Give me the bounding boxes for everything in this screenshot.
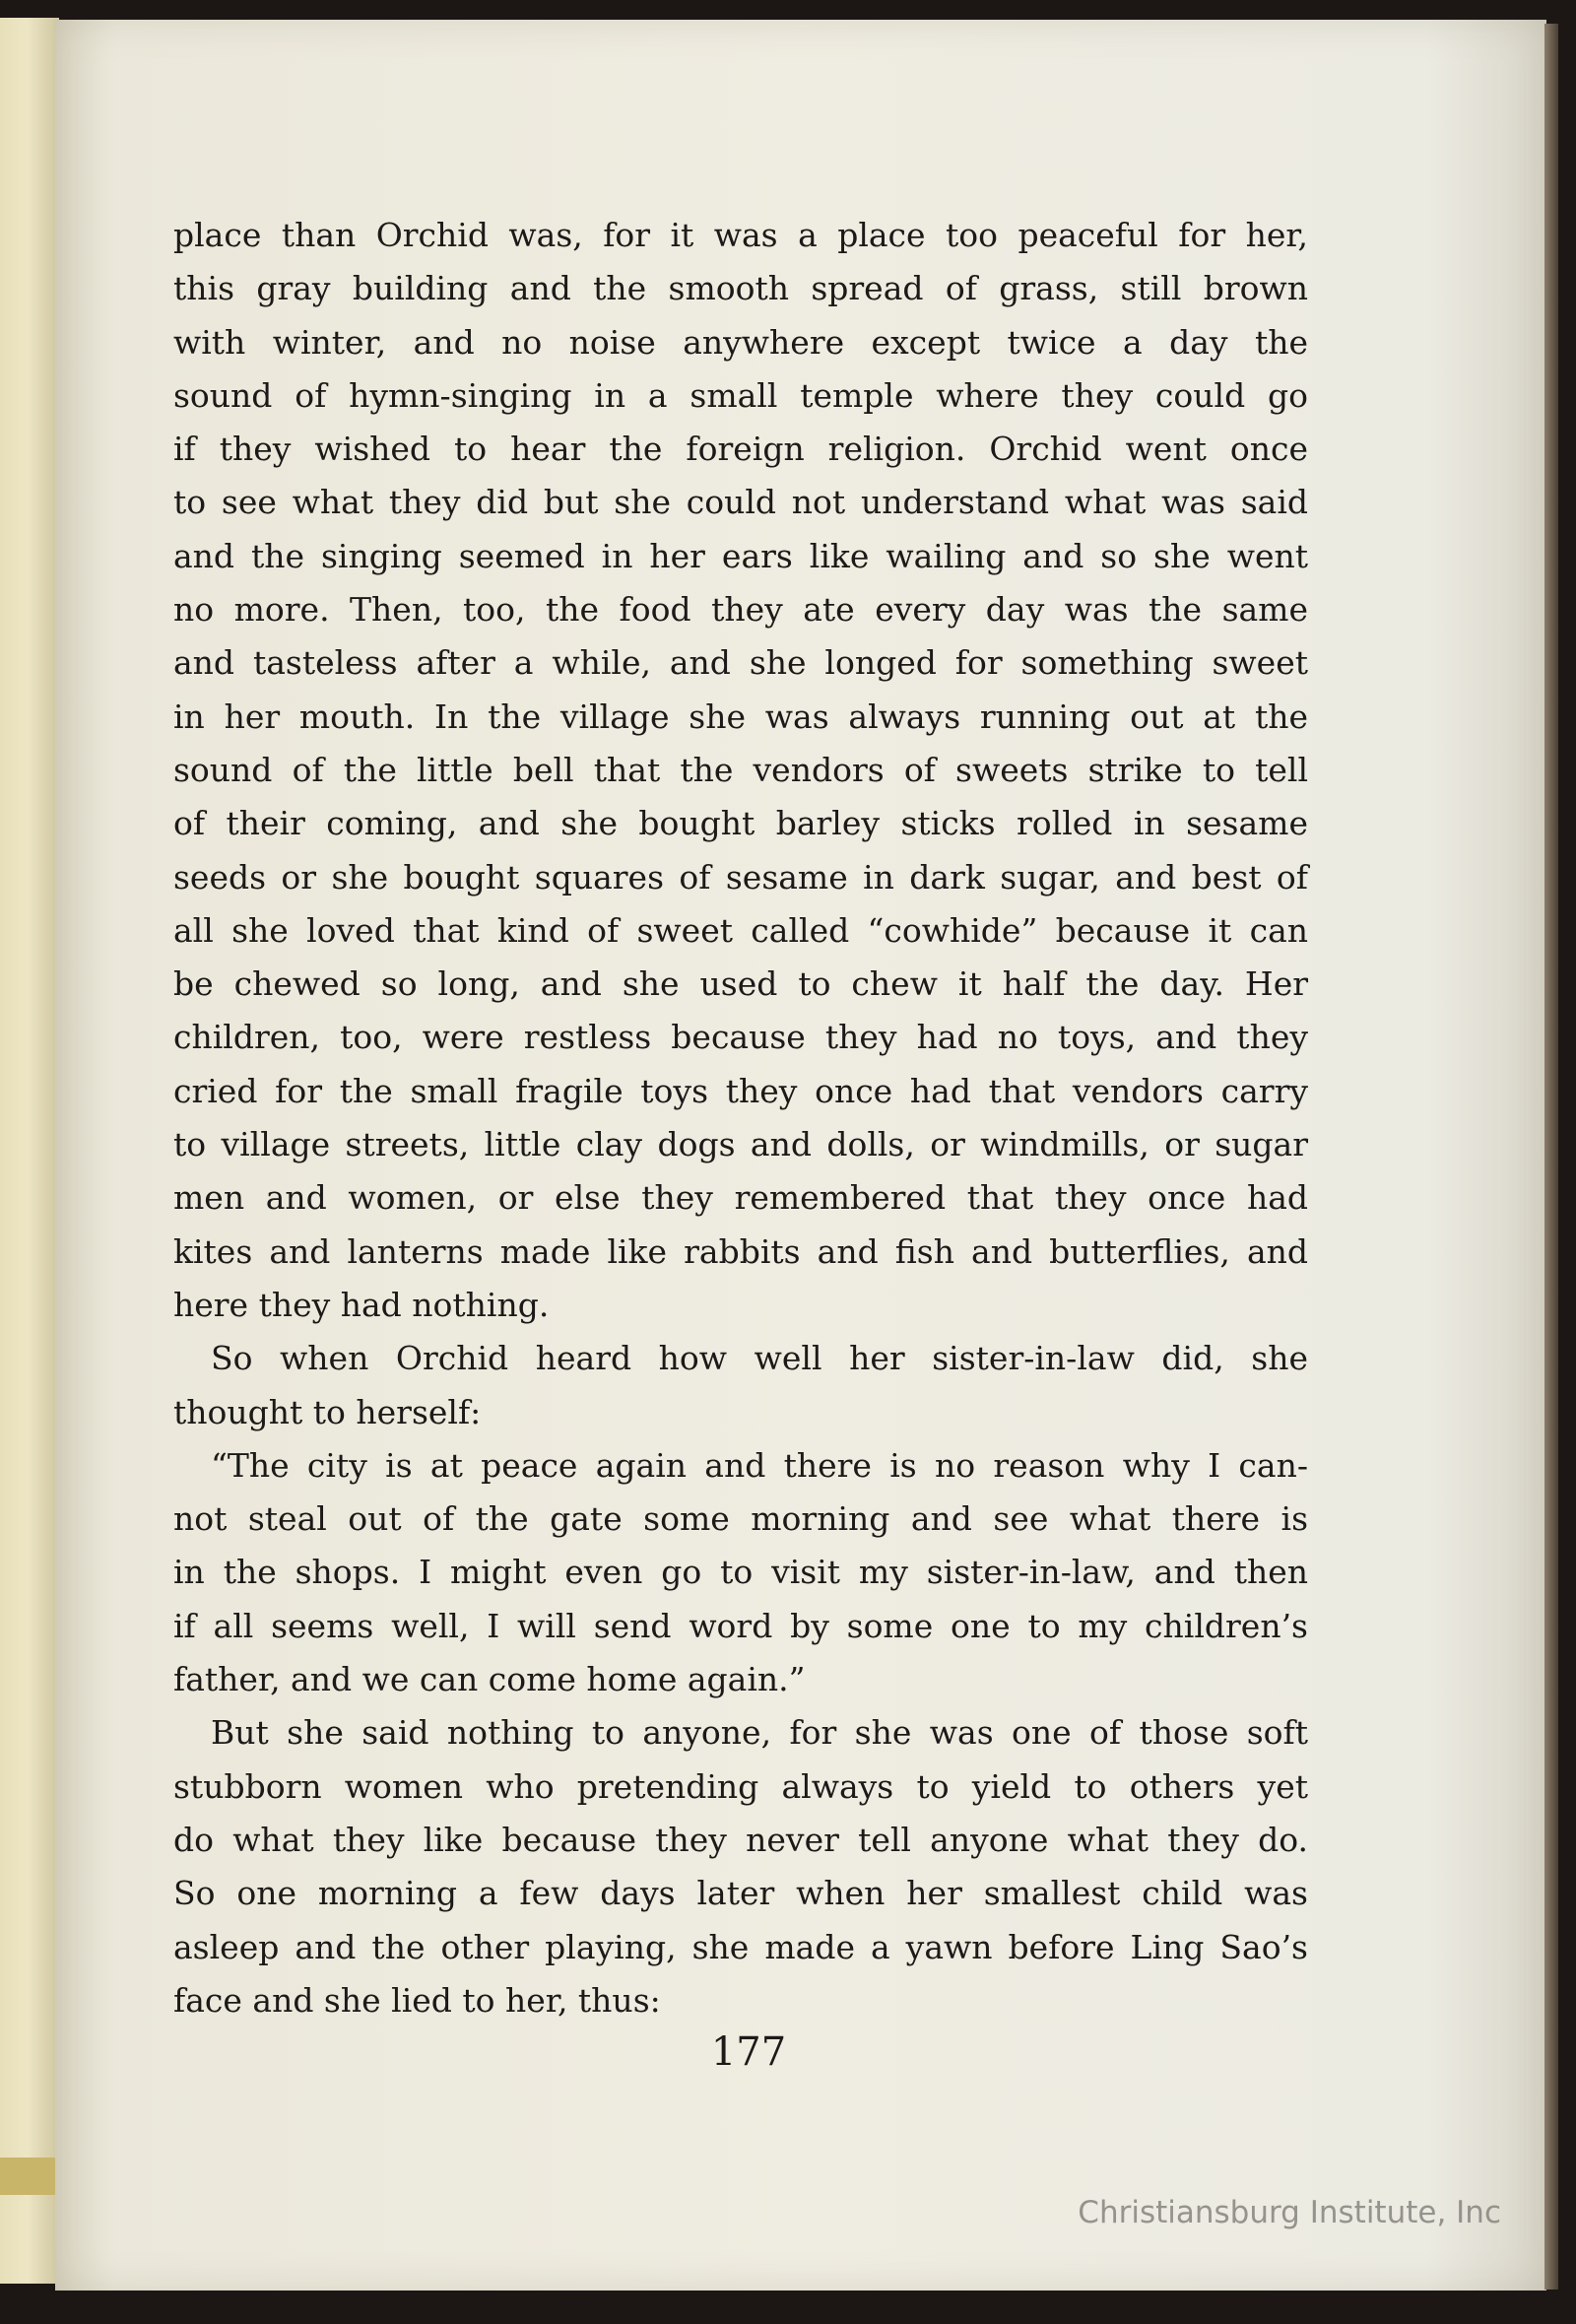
body-text <box>173 209 1308 2027</box>
text-line: in her mouth. In the village she was always running out at the <box>173 697 1308 736</box>
text-line: So one morning a few days later when her smallest child was <box>173 1874 1308 1913</box>
text-line: all she loved that kind of sweet called “cowhide” because it can <box>173 910 1308 950</box>
text-line: But she said nothing to anyone, for she was one of those soft <box>211 1713 1308 1753</box>
text-line: to see what they did but she could not understand what was said <box>173 483 1308 522</box>
text-line: no more. Then, too, the food they ate every day was the same <box>173 590 1308 630</box>
text-line: and tasteless after a while, and she longed for something sweet <box>173 643 1308 683</box>
text-line: father, and we can come home again.” <box>173 1660 806 1699</box>
text-line: do what they like because they never tell anyone what they do. <box>173 1820 1308 1859</box>
text-line: “The city is at peace again and there is no reason why I can- <box>211 1445 1308 1485</box>
text-line: place than Orchid was, for it was a place too peaceful for her, <box>173 216 1308 254</box>
text-line: sound of hymn-singing in a small temple where they could go <box>173 375 1308 415</box>
page-number: 177 <box>710 2029 787 2075</box>
text-line: of their coming, and she bought barley sticks rolled in sesame <box>173 804 1308 843</box>
text-line: face and she lied to her, thus: <box>173 1980 661 2020</box>
text-line: men and women, or else they remembered that they once had <box>173 1178 1308 1218</box>
watermark: Christiansburg Institute, Inc <box>1078 2195 1501 2230</box>
text-line: sound of the little bell that the vendors of sweets strike to tell <box>173 750 1308 789</box>
text-line: thought to herself: <box>173 1392 482 1431</box>
text-line: So when Orchid heard how well her sister-in-law did, she <box>211 1339 1308 1378</box>
text-line: kites and lanterns made like rabbits and fish and butterflies, and <box>173 1231 1308 1271</box>
text-line: this gray building and the smooth spread of grass, still brown <box>173 269 1308 308</box>
page-stack-edge <box>1544 24 1558 2290</box>
text-line: and the singing seemed in her ears like wailing and so she went <box>173 536 1308 575</box>
text-line: with winter, and no noise anywhere except twice a day the <box>173 322 1308 362</box>
text-line: stubborn women who pretending always to yield to others yet <box>173 1766 1308 1806</box>
text-line: here they had nothing. <box>173 1285 550 1324</box>
text-line: not steal out of the gate some morning and see what there is <box>173 1499 1308 1539</box>
text-line: asleep and the other playing, she made a yawn before Ling Sao’s <box>173 1927 1308 1966</box>
text-line: cried for the small fragile toys they once had that vendors carry <box>173 1071 1308 1110</box>
text-line: to village streets, little clay dogs and dolls, or windmills, or sugar <box>173 1125 1308 1164</box>
text-line: in the shops. I might even go to visit my sister-in-law, and then <box>173 1553 1308 1592</box>
text-line: if they wished to hear the foreign religion. Orchid went once <box>173 430 1308 469</box>
text-line: seeds or she bought squares of sesame in dark sugar, and best of <box>173 857 1308 896</box>
text-line: children, too, were restless because they had no toys, and they <box>173 1018 1308 1057</box>
text-line: be chewed so long, and she used to chew it half the day. Her <box>173 964 1308 1004</box>
text-line: if all seems well, I will send word by some one to my children’s <box>173 1606 1308 1645</box>
facing-page-edge <box>0 18 59 2284</box>
